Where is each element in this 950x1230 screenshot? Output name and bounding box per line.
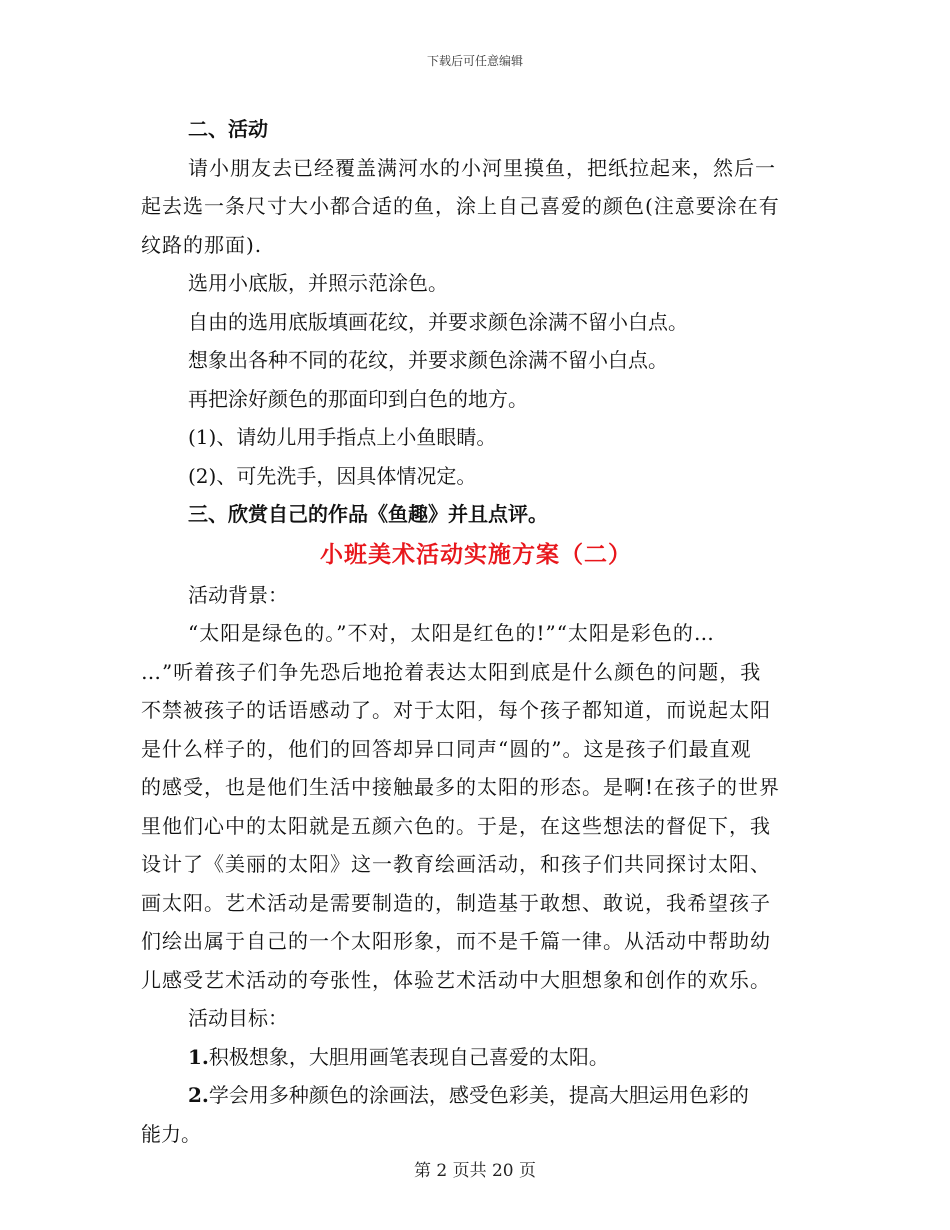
section-title: 小班美术活动实施方案（二） (320, 540, 632, 568)
list-item: 选用小底版，并照示范涂色。 (188, 271, 448, 295)
paragraph-line: 不禁被孩子的话语感动了。对于太阳，每个孩子都知道，而说起太阳 (141, 698, 771, 722)
section-heading: 三、欣赏自己的作品《鱼趣》并且点评。 (188, 502, 548, 526)
paragraph-line: 儿感受艺术活动的夸张性，体验艺术活动中大胆想象和创作的欢乐。 (141, 967, 771, 992)
paragraph-line: 请小朋友去已经覆盖满河水的小河里摸鱼，把纸拉起来，然后一 (188, 155, 776, 180)
goal-text: 学会用多种颜色的涂画法，感受色彩美，提高大胆运用色彩的 (208, 1083, 749, 1107)
paragraph-line: 起去选一条尺寸大小都合适的鱼，涂上自己喜爱的颜色(注意要涂在有 (141, 194, 780, 218)
paragraph-line: …”听着孩子们争先恐后地抢着表达太阳到底是什么颜色的问题，我 (141, 659, 762, 684)
paragraph-line: 能力。 (141, 1121, 201, 1146)
paragraph-line: 的感受，也是他们生活中接触最多的太阳的形态。是啊!在孩子的世界 (141, 775, 781, 799)
list-item: (1)、请幼儿用手指点上小鱼眼睛。 (188, 425, 497, 449)
goal-number: 1. (188, 1044, 209, 1069)
document-body (141, 110, 811, 1153)
page-footer: 第 2 页共 20 页 (413, 1161, 537, 1181)
paragraph-line: 画太阳。艺术活动是需要制造的，制造基于敢想、敢说，我希望孩子 (141, 890, 771, 915)
paragraph-line: “太阳是绿色的。”不对，太阳是红色的!”“太阳是彩色的… (188, 621, 715, 645)
list-item: 想象出各种不同的花纹，并要求颜色涂满不留小白点。 (188, 348, 668, 372)
paragraph-line: 设计了《美丽的太阳》这一教育绘画活动，和孩子们共同探讨太阳、 (141, 852, 771, 876)
paragraph-line: 们绘出属于自己的一个太阳形象，而不是千篇一律。从活动中帮助幼 (141, 929, 771, 953)
paragraph-line: 里他们心中的太阳就是五颜六色的。于是，在这些想法的督促下，我 (141, 813, 771, 838)
list-item: 再把涂好颜色的那面印到白色的地方。 (188, 386, 528, 411)
section-heading: 二、活动 (188, 117, 268, 141)
goal-number: 2. (188, 1083, 209, 1107)
goal-item (141, 1076, 811, 1115)
list-item: 自由的选用底版填画花纹，并要求颜色涂满不留小白点。 (188, 309, 688, 334)
goal-item (141, 1038, 811, 1077)
list-item: (2)、可先洗手，因具体情况定。 (188, 463, 477, 488)
goal-text: 积极想象，大胆用画笔表现自己喜爱的太阳。 (208, 1044, 609, 1069)
page-header: 下载后可任意编辑 (426, 54, 523, 68)
paragraph-line: 是什么样子的，他们的回答却异口同声“圆的”。这是孩子们最直观 (141, 736, 752, 761)
subheading: 活动背景： (188, 582, 288, 607)
subheading: 活动目标： (188, 1006, 288, 1030)
paragraph-line: 纹路的那面). (141, 232, 263, 257)
